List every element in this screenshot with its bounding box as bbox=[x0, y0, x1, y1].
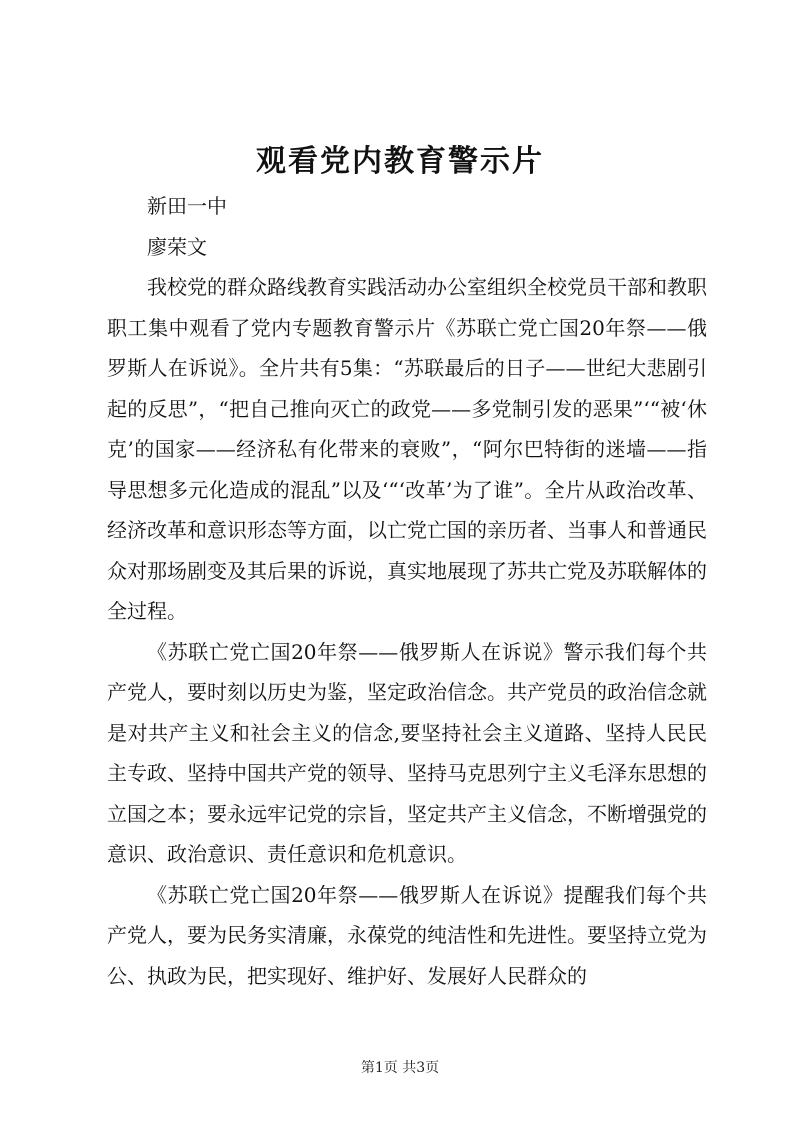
page-footer: 第1页 共3页 bbox=[360, 1060, 440, 1076]
document-title: 观看党内教育警示片 bbox=[256, 144, 544, 179]
paragraph-1: 我校党的群众路线教育实践活动办公室组织全校党员干部和教职职工集中观看了党内专题教育警示片《苏联亡党亡国20年祭——俄罗斯人在诉说》。全片共有5集：“苏联最后的日子——世纪大悲剧引起的反思”，“把自己推向灭亡的政党——多党制引发的恶果”‘“被‘休克’的国家——经济私有化带来的衰败”，“阿尔巴特街的迷墙——指导思想多元化造成的混乱”以及‘“‘改革’为了谁”。全片从政治改革、经济改革和意识形态等方面，以亡党亡国的亲历者、当事人和普通民众对那场剧变及其后果的诉说，真实地展现了苏共亡党及苏联解体的全过程。 bbox=[107, 275, 707, 623]
paragraph-3: 《苏联亡党亡国20年祭——俄罗斯人在诉说》提醒我们每个共产党人，要为民务实清廉，永葆党的纯洁性和先进性。要坚持立党为公、执政为民，把实现好、维护好、发展好人民群众的 bbox=[107, 882, 707, 988]
author-line: 廖荣文 bbox=[147, 234, 207, 259]
document-body bbox=[107, 186, 707, 996]
paragraph-2: 《苏联亡党亡国20年祭——俄罗斯人在诉说》警示我们每个共产党人，要时刻以历史为鉴，坚定政治信念。共产党员的政治信念就是对共产主义和社会主义的信念,要坚持社会主义道路、坚持人民民主专政、坚持中国共产党的领导、坚持马克思列宁主义毛泽东思想的立国之本；要永远牢记党的宗旨，坚定共产主义信念，不断增强党的意识、政治意识、责任意识和危机意识。 bbox=[107, 639, 707, 866]
school-line: 新田一中 bbox=[147, 194, 227, 218]
